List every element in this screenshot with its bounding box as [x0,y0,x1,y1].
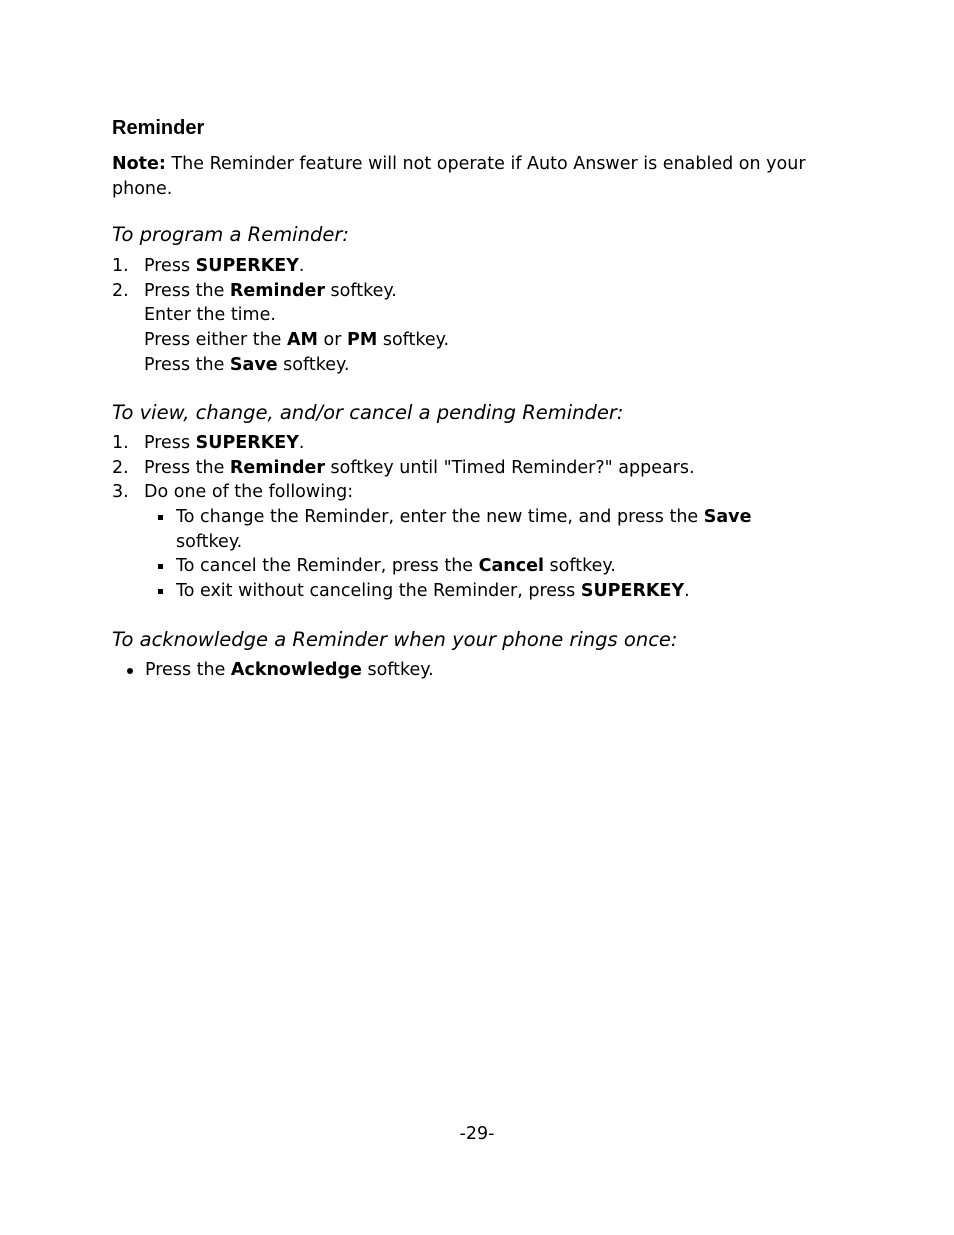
square-bullet-icon [158,564,163,569]
step-text: Press the Save softkey. [144,354,350,375]
note-paragraph [112,152,832,201]
step-text: Do one of the following: [144,482,354,503]
list-item [112,480,816,505]
page-number: -29- [459,1124,495,1144]
round-bullet-icon [127,668,133,674]
section-heading: Reminder [112,117,205,139]
step-number: 2. [112,457,129,478]
step-text: Press SUPERKEY. [144,433,305,453]
list-item: Press the Acknowledge softkey. [112,658,434,683]
step-number: 1. [112,256,129,276]
step-text: Press the Reminder softkey. [144,280,397,301]
procedure-title-program: To program a Reminder: [112,223,349,246]
square-bullet-icon [158,515,163,520]
step-text: Press SUPERKEY. [144,256,305,276]
procedure-title-acknowledge: To acknowledge a Reminder when your phone rings once: [112,628,678,651]
note-text: The Reminder feature will not operate if Auto Answer is enabled on your phone. [112,154,806,199]
step-number: 2. [112,280,129,301]
list-item [112,456,816,481]
list-item: To exit without canceling the Reminder, press SUPERKEY. [112,579,816,604]
step-text: Press either the AM or PM softkey. [144,330,450,351]
list-item: To cancel the Reminder, press the Cancel softkey. [112,554,816,579]
view-steps-list [112,431,816,603]
note-label: Note: [112,154,166,174]
list-item: To change the Reminder, enter the new time, and press the Save softkey. [112,505,816,554]
step-text: Enter the time. [144,305,276,326]
step-number: 1. [112,433,129,453]
acknowledge-steps-list [112,658,434,683]
step-text: Press the Reminder softkey until "Timed Reminder?" appears. [144,457,695,478]
step-number: 3. [112,482,129,503]
square-bullet-icon [158,589,163,594]
procedure-title-view-change-cancel: To view, change, and/or cancel a pending Reminder: [112,401,624,424]
list-item [112,431,816,456]
